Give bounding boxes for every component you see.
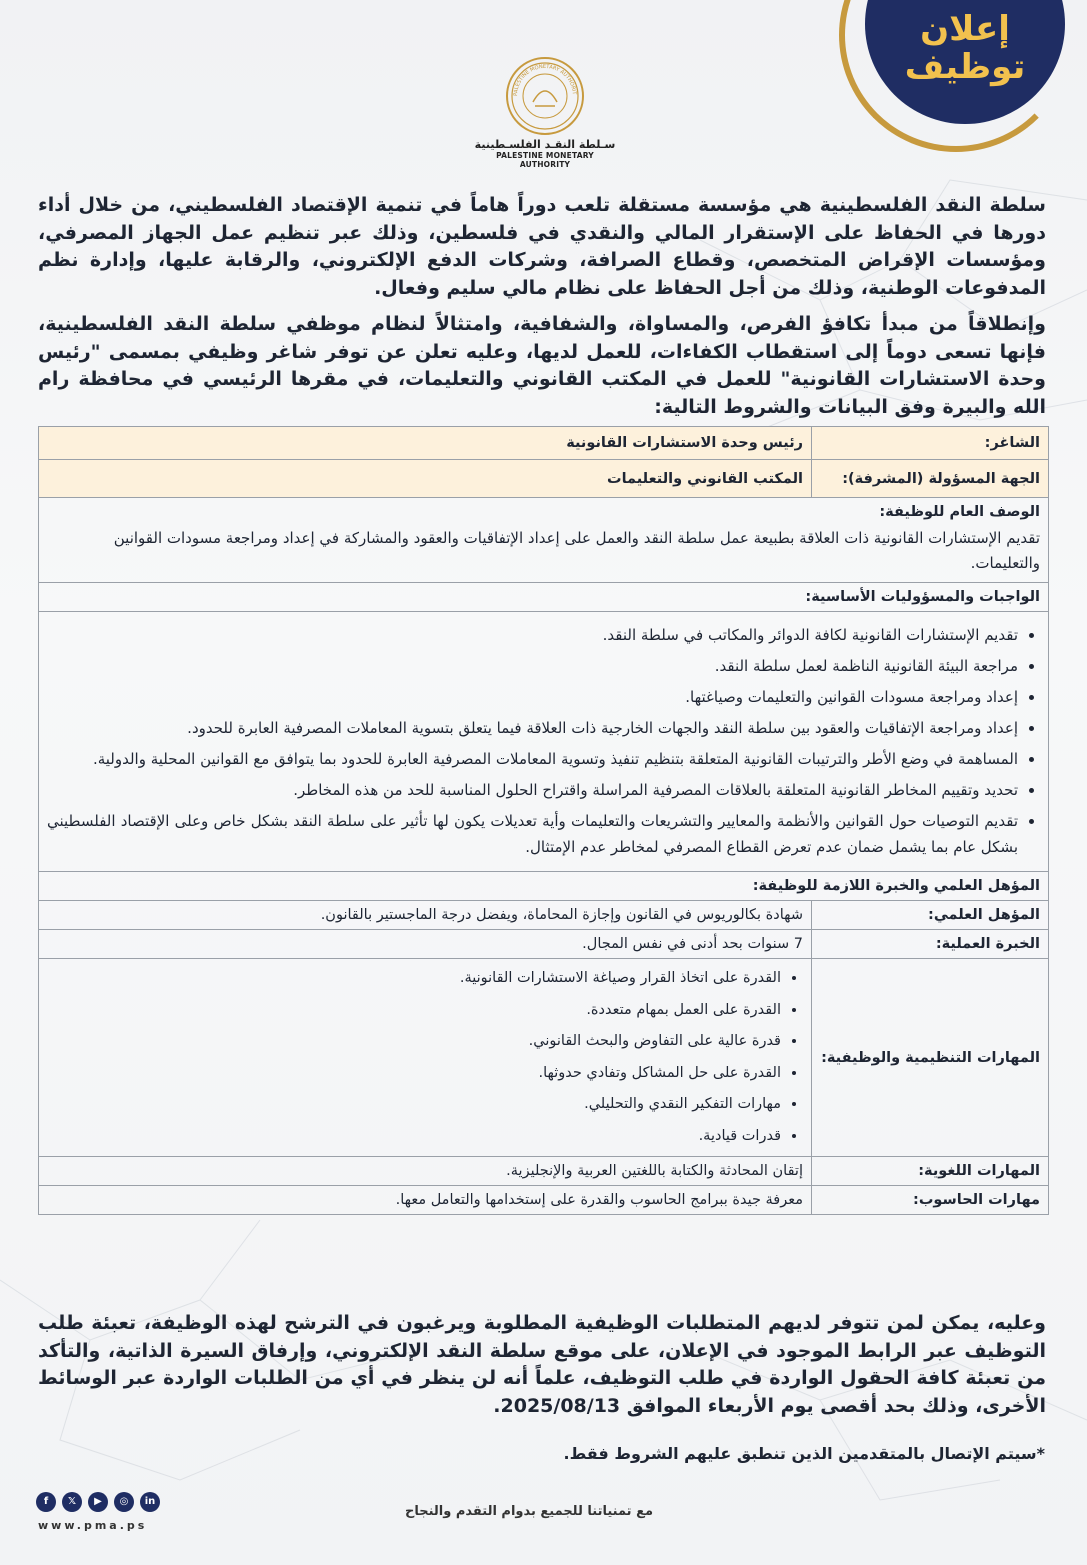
linkedin-icon[interactable]: in [140, 1492, 160, 1512]
job-announcement-badge [817, 0, 1067, 134]
qualification-title-row [39, 872, 1049, 901]
list-item: • تحديد وتقييم المخاطر القانونية المتعلقة بالعلاقات المصرفية المراسلة واقتراح الحلول المناسبة للحد من هذه المخاطر. [47, 777, 1018, 803]
qualification-title: المؤهل العلمي والخبرة اللازمة للوظيفة: [39, 872, 1049, 901]
vacancy-row [39, 427, 1049, 460]
computer-label: مهارات الحاسوب: [812, 1186, 1049, 1215]
facebook-icon[interactable]: f [36, 1492, 56, 1512]
x-icon[interactable]: 𝕏 [62, 1492, 82, 1512]
list-item: • إعداد ومراجعة الإتفاقيات والعقود بين سلطة النقد والجهات الخارجية ذات العلاقة فيما يتعلق بتسوية المعاملات المصرفية العابرة للحدود. [47, 715, 1018, 741]
list-item: • قدرات قيادية. [47, 1125, 781, 1147]
vacancy-value: رئيس وحدة الاستشارات القانونية [39, 427, 812, 460]
list-item: • إعداد ومراجعة مسودات القوانين والتعليمات وصياغتها. [47, 684, 1018, 710]
list-item: • المساهمة في وضع الأطر والترتيبات القانونية المتعلقة بتنظيم تنفيذ وتسوية المعاملات المصرفية العابرة للحدود بما يتوافق مع القوانين المحلية والدولية. [47, 746, 1018, 772]
badge-line-1: إعلان [920, 9, 1010, 49]
experience-row [39, 930, 1049, 959]
pma-seal-icon [505, 56, 585, 136]
description-title: الوصف العام للوظيفة: [879, 504, 1040, 520]
list-item: • القدرة على حل المشاكل وتفادي حدوثها. [47, 1062, 781, 1084]
description-text: تقديم الإستشارات القانونية ذات العلاقة بطبيعة عمل سلطة النقد والعمل على إعداد الإتفاقيات والعقود والمشاركة في إعداد ومراجعة مسودات القوانين والتعليمات. [113, 529, 1040, 572]
education-value: شهادة بكالوريوس في القانون وإجازة المحاماة، ويفضل درجة الماجستير بالقانون. [39, 901, 812, 930]
youtube-icon[interactable]: ▶ [88, 1492, 108, 1512]
footer-wish: مع تمنياتنا للجميع بدوام التقدم والنجاح [405, 1504, 654, 1519]
job-details-table [38, 426, 1049, 1215]
language-value: إتقان المحادثة والكتابة باللغتين العربية والإنجليزية. [39, 1157, 812, 1186]
duties-title: الواجبات والمسؤوليات الأساسية: [39, 583, 1049, 612]
contact-note: *سيتم الإتصال بالمتقدمين الذين تنطبق عليهم الشروط فقط. [563, 1444, 1045, 1463]
list-item: • تقديم الإستشارات القانونية لكافة الدوائر والمكاتب في سلطة النقد. [47, 622, 1018, 648]
experience-label: الخبرة العملية: [812, 930, 1049, 959]
list-item: • قدرة عالية على التفاوض والبحث القانوني. [47, 1030, 781, 1052]
skills-row [39, 959, 1049, 1157]
duties-title-row [39, 583, 1049, 612]
website-link[interactable]: www.pma.ps [38, 1519, 148, 1532]
instagram-icon[interactable]: ◎ [114, 1492, 134, 1512]
list-item: • تقديم التوصيات حول القوانين والأنظمة والمعايير والتشريعات والتعليمات وأية تعديلات يكون لها تأثير على سلطة النقد بشكل خاص وعلى الإقتصاد الفلسطيني بشكل عام بما يشمل ضمان عدم تعرض القطاع المصرفي لمخاطر عدم الإمتثال. [47, 808, 1018, 860]
closing-paragraph: وعليه، يمكن لمن تتوفر لديهم المتطلبات الوظيفية المطلوبة ويرغبون في الترشح لهذه الوظيفة، تعبئة طلب التوظيف عبر الرابط الموجود في الإعلان، على موقع سلطة النقد الإلكتروني، وإرفاق السيرة الذاتية، والتأكد من تعبئة كافة الحقول الواردة في طلب التوظيف، علماً أنه لن ينظر في أي من الطلبات الواردة عبر الوسائط الأخرى، وذلك بحد أقصى يوم الأربعاء الموافق 2025/08/13. [38, 1312, 1046, 1417]
pma-logo [470, 56, 620, 168]
social-links [36, 1492, 160, 1512]
department-row [39, 460, 1049, 498]
language-label: المهارات اللغوية: [812, 1157, 1049, 1186]
intro-paragraph-1: سلطة النقد الفلسطينية هي مؤسسة مستقلة تلعب دوراً هاماً في تنمية الإقتصاد الفلسطيني، من خلال أداء دورها في الحفاظ على الإستقرار المالي والنقدي في فلسطين، وذلك عبر تنظيم عمل الجهاز المصرفي، ومؤسسات الإقراض المتخصص، وقطاع الصرافة، وشركات الدفع الإلكتروني، والرقابة عليها، وإدارة نظم المدفوعات الوطنية، وذلك من أجل الحفاظ على نظام مالي سليم وفعال. [38, 194, 1046, 299]
skills-list [47, 967, 803, 1147]
vacancy-label: الشاغر: [812, 427, 1049, 460]
badge-line-2: توظيف [904, 47, 1026, 87]
computer-row [39, 1186, 1049, 1215]
department-value: المكتب القانوني والتعليمات [39, 460, 812, 498]
education-label: المؤهل العلمي: [812, 901, 1049, 930]
department-label: الجهة المسؤولة (المشرفة): [812, 460, 1049, 498]
logo-arabic-name: سـلطة النقـد الفلسـطينية [474, 138, 616, 151]
duties-list [47, 622, 1040, 860]
seal-ring-text: PALESTINE MONETARY AUTHORIT [512, 63, 577, 97]
duties-row [39, 612, 1049, 872]
language-row [39, 1157, 1049, 1186]
education-row [39, 901, 1049, 930]
computer-value: معرفة جيدة ببرامج الحاسوب والقدرة على إستخدامها والتعامل معها. [39, 1186, 812, 1215]
experience-value: 7 سنوات بحد أدنى في نفس المجال. [39, 930, 812, 959]
intro-paragraph-2: وإنطلاقاً من مبدأ تكافؤ الفرص، والمساواة، والشفافية، وامتثالاً لنظام موظفي سلطة النقد الفلسطينية، فإنها تسعى دوماً إلى استقطاب الكفاءات، للعمل لديها، وعليه تعلن عن توفر شاغر وظيفي بمسمى "رئيس وحدة الاستشارات القانونية" للعمل في المكتب القانوني والتعليمات، في مقرها الرئيسي في محافظة رام الله والبيرة وفق البيانات والشروط التالية: [38, 313, 1046, 418]
description-row [39, 498, 1049, 583]
list-item: • القدرة على العمل بمهام متعددة. [47, 999, 781, 1021]
list-item: • القدرة على اتخاذ القرار وصياغة الاستشارات القانونية. [47, 967, 781, 989]
list-item: • مهارات التفكير النقدي والتحليلي. [47, 1093, 781, 1115]
skills-label: المهارات التنظيمية والوظيفية: [812, 959, 1049, 1157]
list-item: • مراجعة البيئة القانونية الناظمة لعمل سلطة النقد. [47, 653, 1018, 679]
logo-english-name: PALESTINE MONETARY AUTHORITY [496, 151, 594, 169]
